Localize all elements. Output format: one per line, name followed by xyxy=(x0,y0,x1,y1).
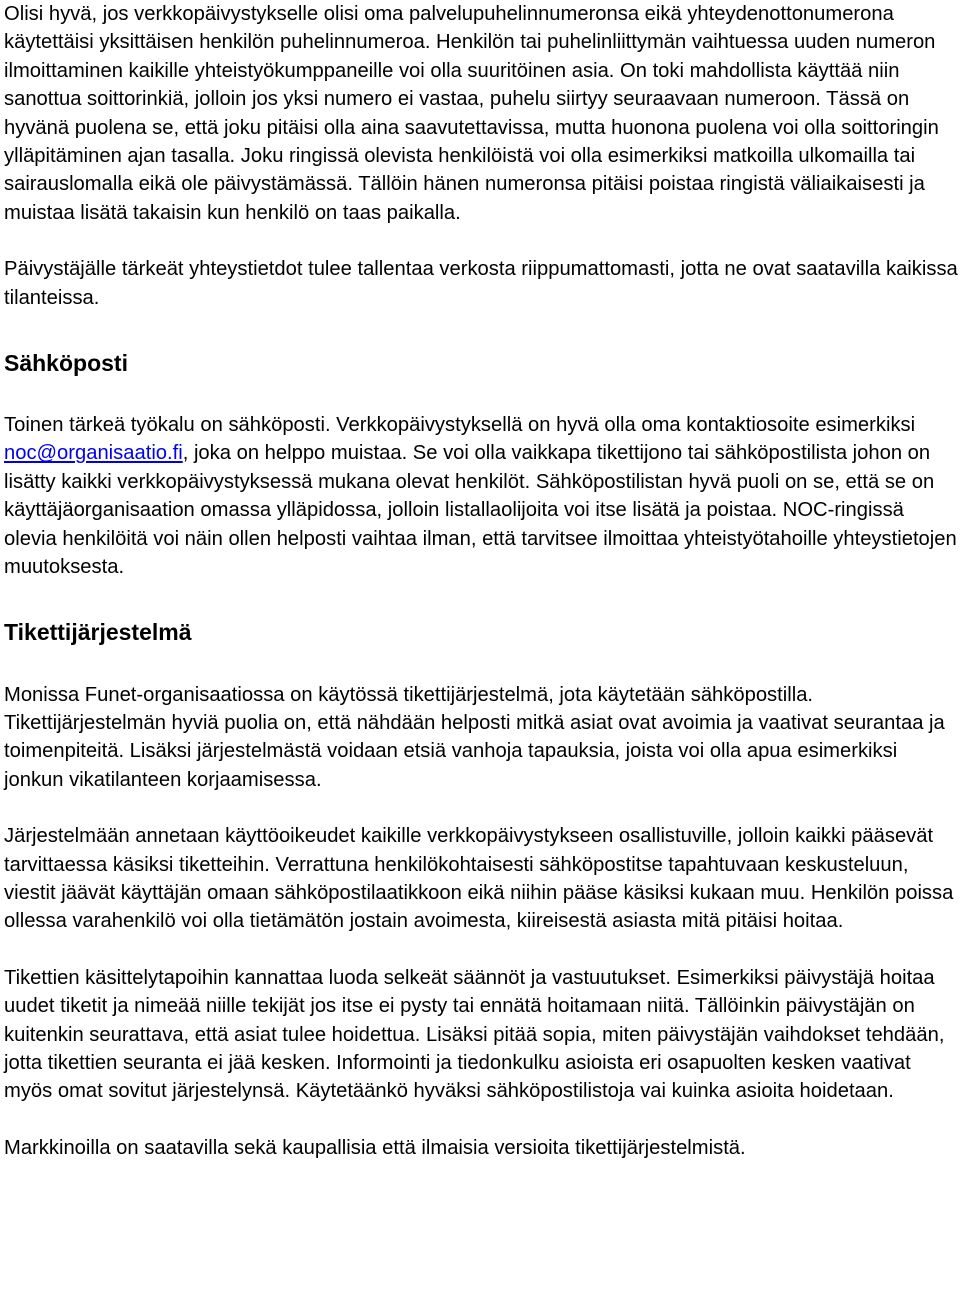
email-text-before-link: Toinen tärkeä työkalu on sähköposti. Verkkopäivystyksellä on hyvä olla oma kontaktiosoite esimerkiksi xyxy=(4,414,916,437)
ticket-section-heading: Tikettijärjestelmä xyxy=(4,618,192,645)
contacts-paragraph: Päivystäjälle tärkeät yhteystietdot tulee tallentaa verkosta riippumattomasti, jotta ne ovat saatavilla kaikissa tilanteissa. xyxy=(4,258,958,309)
ticket-paragraph-1: Monissa Funet-organisaatiossa on käytössä tikettijärjestelmä, jota käytetään sähköpostilla. Tikettijärjestelmän hyviä puolia on, että nähdään helposti mitkä asiat ovat avoimia ja vaativat seurantaa ja toimenpiteitä. Lisäksi järjestelmästä voidaan etsiä vanhoja tapauksia, joista voi olla apua esimerkiksi jonkun vikatilanteen korjaamisessa. xyxy=(4,683,945,791)
ticket-paragraph-2: Järjestelmään annetaan käyttöoikeudet kaikille verkkopäivystykseen osallistuville, jolloin kaikki pääsevät tarvittaessa käsiksi tiketteihin. Verrattuna henkilökohtaisesti sähköpostitse tapahtuvaan keskusteluun, viestit jäävät käyttäjän omaan sähköpostilaatikkoon eikä niihin pääse käsiksi kukaan muu. Henkilön poissa ollessa varahenkilö voi olla tietämätön jostain avoimesta, kiireisestä asiasta mitä pitäisi hoitaa. xyxy=(4,825,954,933)
email-section-heading: Sähköposti xyxy=(4,350,128,377)
noc-email-link[interactable]: noc@organisaatio.fi xyxy=(4,442,183,465)
ticket-paragraph-4: Markkinoilla on saatavilla sekä kaupallisia että ilmaisia versioita tikettijärjestelmistä. xyxy=(4,1136,746,1159)
email-paragraph xyxy=(4,411,958,581)
document-page xyxy=(4,0,958,1162)
email-text-after-link: , joka on helppo muistaa. Se voi olla vaikkapa tikettijono tai sähköpostilista johon on lisätty kaikki verkkopäivystyksessä mukana olevat henkilöt. Sähköpostilistan hyvä puoli on se, että se on käyttäjäorganisaation omassa ylläpidossa, jolloin listallaolijoita voi itse lisätä ja poistaa. NOC-ringissä olevia henkilöitä voi näin ollen helposti vaihtaa ilman, että tarvitsee ilmoittaa yhteistyötahoille yhteystietojen muutoksesta. xyxy=(4,442,957,579)
ticket-paragraph-3: Tikettien käsittelytapoihin kannattaa luoda selkeät säännöt ja vastuutukset. Esimerkiksi päivystäjä hoitaa uudet tiketit ja nimeää niille tekijät jos itse ei pysty tai ennätä hoitamaan niitä. Tällöinkin päivystäjän on kuitenkin seurattava, että asiat tulee hoidettua. Lisäksi pitää sopia, miten päivystäjän vaihdokset tehdään, jotta tikettien seuranta ei jää kesken. Informointi ja tiedonkulku asioista eri osapuolten kesken vaativat myös omat sovitut järjestelynsä. Käytetäänkö hyväksi sähköpostilistoja vai kuinka asioita hoidetaan. xyxy=(4,966,945,1103)
intro-paragraph: Olisi hyvä, jos verkkopäivystykselle olisi oma palvelupuhelinnumeronsa eikä yhteydenottonumerona käytettäisi yksittäisen henkilön puhelinnumeroa. Henkilön tai puhelinliittymän vaihtuessa uuden numeron ilmoittaminen kaikille yhteistyökumppaneille voi olla suuritöinen asia. On toki mahdollista käyttää niin sanottua soittorinkiä, jolloin jos yksi numero ei vastaa, puhelu siirtyy seuraavaan numeroon. Tässä on hyvänä puolena se, että joku pitäisi olla aina saavutettavissa, mutta huonona puolena voi olla soittoringin ylläpitäminen ajan tasalla. Joku ringissä olevista henkilöistä voi olla esimerkiksi matkoilla ulkomailla tai sairauslomalla eikä ole päivystämässä. Tällöin hänen numeronsa pitäisi poistaa ringistä väliaikaisesti ja muistaa lisätä takaisin kun henkilö on taas paikalla. xyxy=(4,3,939,224)
